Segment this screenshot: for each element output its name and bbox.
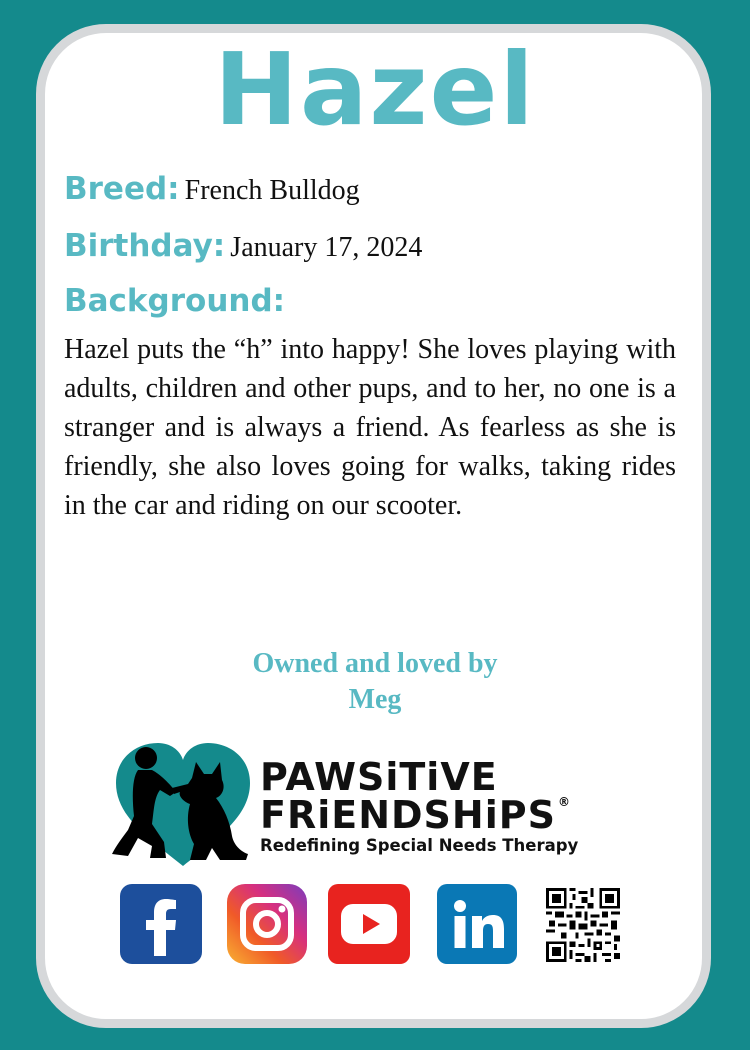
registered-mark: ® xyxy=(557,795,571,809)
linkedin-link[interactable] xyxy=(437,884,517,964)
pawsitive-friendships-logo xyxy=(108,738,628,868)
heart-child-dog-icon xyxy=(108,738,258,868)
birthday-row xyxy=(64,228,423,264)
logo-line2-text: FRiENDSHiPS xyxy=(260,793,556,837)
youtube-icon xyxy=(328,884,410,964)
logo-wordmark xyxy=(260,755,579,855)
instagram-link[interactable] xyxy=(227,884,307,964)
instagram-icon xyxy=(227,884,307,964)
facebook-icon xyxy=(120,884,202,964)
logo-tagline: Redefining Special Needs Therapy xyxy=(260,836,579,855)
background-text: Hazel puts the “h” into happy! She loves playing with adults, children and other pups, and to her, no one is a stranger and is always a friend. As fearless as she is friendly, she also loves going for walks, taking rides in the car and riding on our scooter. xyxy=(64,334,676,521)
dog-name-title: Hazel xyxy=(214,31,536,148)
logo-line2 xyxy=(260,793,578,837)
qr-code xyxy=(546,888,620,962)
facebook-link[interactable] xyxy=(120,884,202,964)
breed-value: French Bulldog xyxy=(184,175,360,206)
birthday-label: Birthday: xyxy=(64,228,226,264)
background-label: Background: xyxy=(64,283,286,319)
background-row xyxy=(64,283,286,319)
owner-line1: Owned and loved by xyxy=(252,648,498,679)
breed-label: Breed: xyxy=(64,171,180,207)
youtube-link[interactable] xyxy=(328,884,410,964)
linkedin-icon xyxy=(437,884,517,964)
owner-block xyxy=(0,646,750,718)
logo-line1: PAWSiTiVE xyxy=(260,755,498,799)
breed-row xyxy=(64,171,360,207)
birthday-value: January 17, 2024 xyxy=(230,232,423,263)
qr-code-link[interactable] xyxy=(546,888,620,968)
owner-name: Meg xyxy=(348,684,402,715)
